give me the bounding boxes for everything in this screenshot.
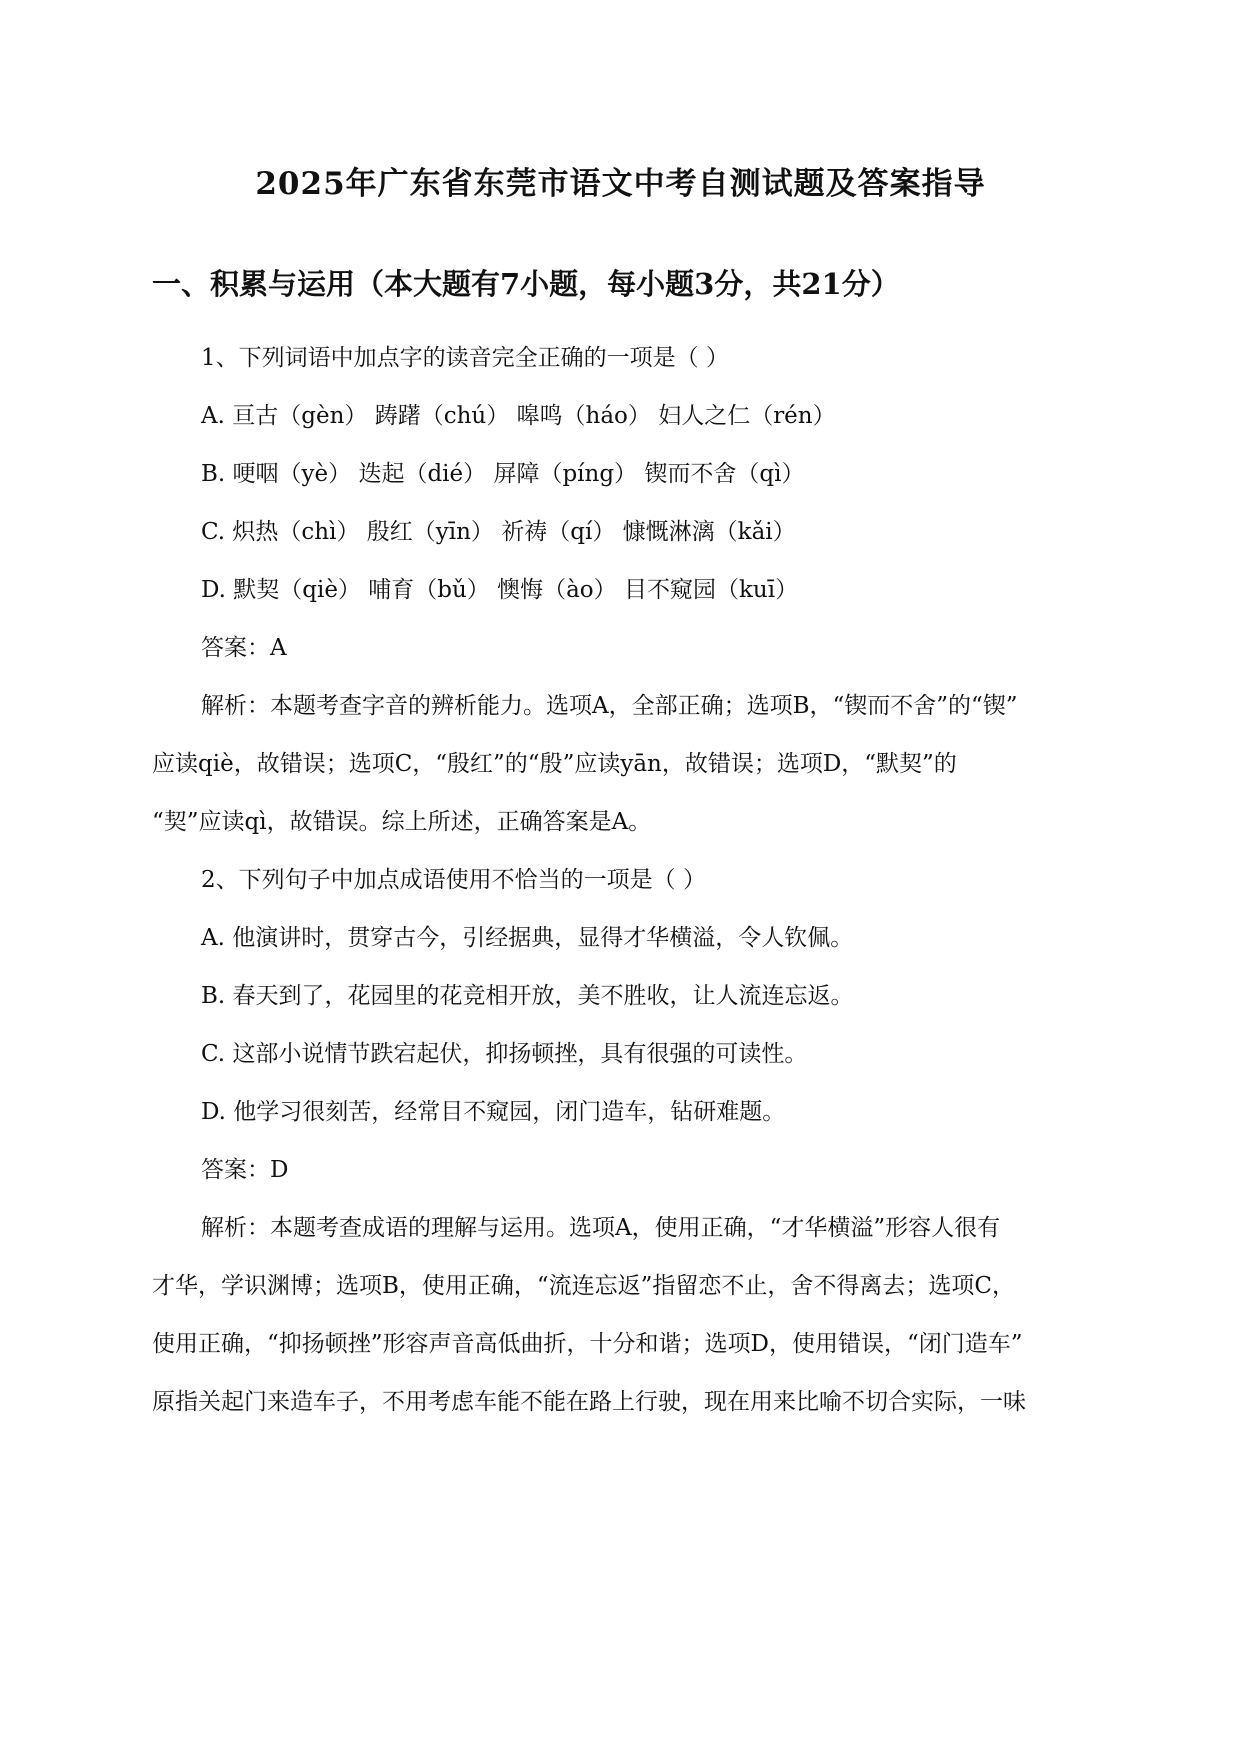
question-1-analysis-line: 解析：本题考查字音的辨析能力。选项A，全部正确；选项B，“锲而不舍”的“锲” bbox=[201, 693, 1018, 719]
question-2-option-c: C. 这部小说情节跌宕起伏，抑扬顿挫，具有很强的可读性。 bbox=[201, 1041, 808, 1067]
question-1-stem: 1、下列词语中加点字的读音完全正确的一项是（ ） bbox=[201, 345, 729, 371]
question-2-stem: 2、下列句子中加点成语使用不恰当的一项是（ ） bbox=[201, 867, 706, 893]
question-1-analysis-line: “契”应读qì，故错误。综上所述，正确答案是A。 bbox=[152, 809, 652, 835]
question-2-option-b: B. 春天到了，花园里的花竞相开放，美不胜收，让人流连忘返。 bbox=[201, 983, 854, 1009]
question-2-analysis-line: 解析：本题考查成语的理解与运用。选项A，使用正确，“才华横溢”形容人很有 bbox=[201, 1215, 1001, 1241]
document-title: 2025年广东省东莞市语文中考自测试题及答案指导 bbox=[255, 166, 986, 202]
question-2-option-d: D. 他学习很刻苦，经常目不窥园，闭门造车，钻研难题。 bbox=[201, 1099, 786, 1125]
question-2-analysis-line: 使用正确，“抑扬顿挫”形容声音高低曲折，十分和谐；选项D，使用错误，“闭门造车” bbox=[152, 1331, 1023, 1357]
question-2-option-a: A. 他演讲时，贯穿古今，引经据典，显得才华横溢，令人钦佩。 bbox=[201, 925, 854, 951]
question-2-analysis-line: 原指关起门来造车子，不用考虑车能不能在路上行驶，现在用来比喻不切合实际，一味 bbox=[152, 1389, 1026, 1415]
question-1-option-b: B. 哽咽（yè） 迭起（dié） 屏障（píng） 锲而不舍（qì） bbox=[201, 461, 805, 487]
question-1-answer: 答案：A bbox=[201, 635, 287, 661]
question-1-analysis-line: 应读qiè，故错误；选项C，“殷红”的“殷”应读yān，故错误；选项D，“默契”的 bbox=[152, 751, 957, 777]
question-1-option-c: C. 炽热（chì） 殷红（yīn） 祈祷（qí） 慷慨淋漓（kǎi） bbox=[201, 519, 796, 545]
question-2-answer: 答案：D bbox=[201, 1157, 289, 1183]
question-1-option-a: A. 亘古（gèn） 踌躇（chú） 嗥鸣（háo） 妇人之仁（rén） bbox=[201, 403, 836, 429]
section-title: 一、积累与运用（本大题有7小题，每小题3分，共21分） bbox=[152, 267, 900, 301]
question-1-option-d: D. 默契（qiè） 哺育（bǔ） 懊悔（ào） 目不窥园（kuī） bbox=[201, 577, 799, 603]
question-2-analysis-line: 才华，学识渊博；选项B，使用正确，“流连忘返”指留恋不止，舍不得离去；选项C， bbox=[152, 1273, 1016, 1299]
